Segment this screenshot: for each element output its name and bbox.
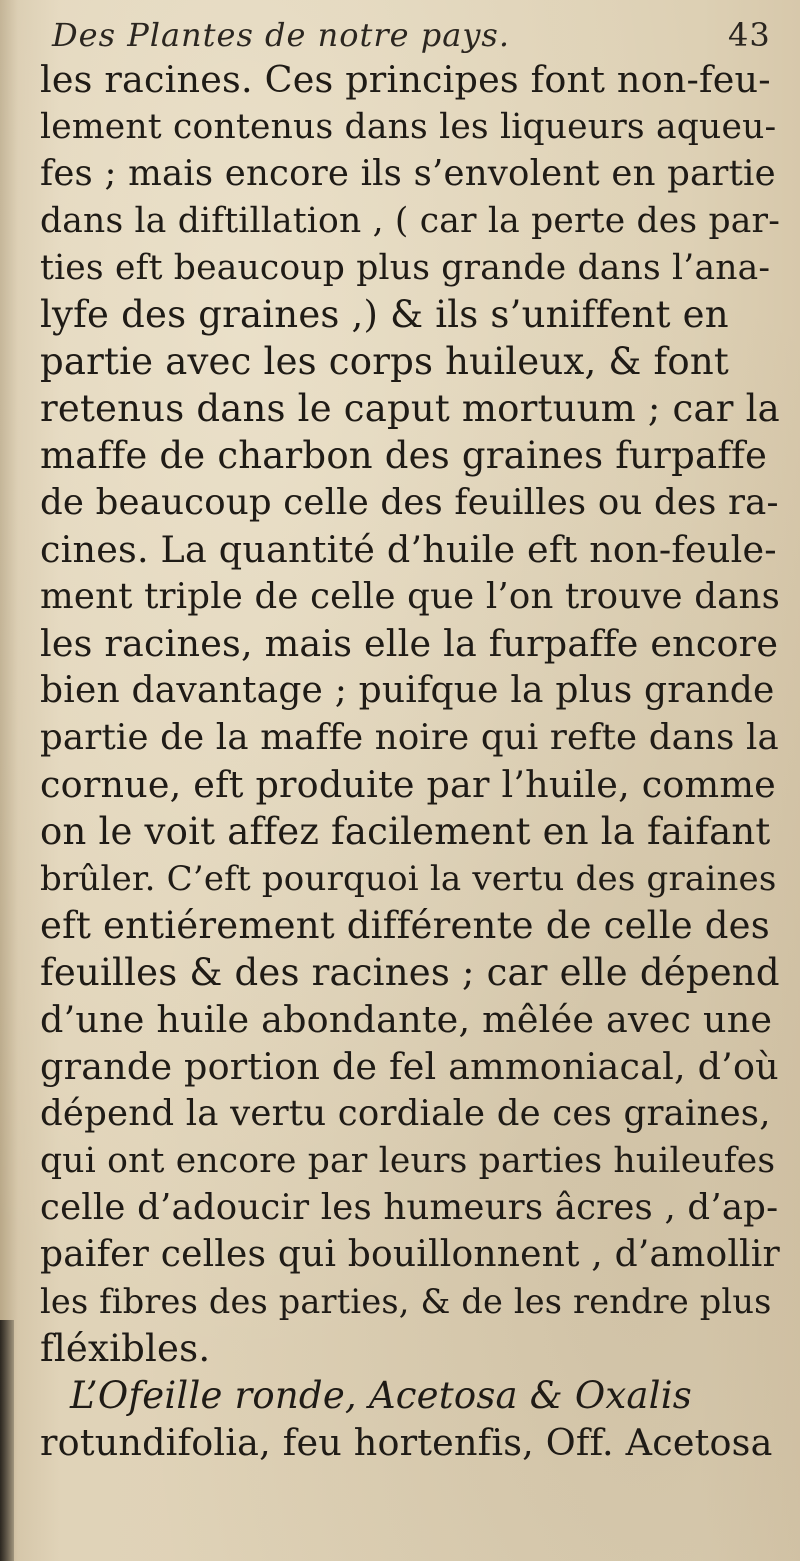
text-line: les fibres des parties, & de les rendre plus — [40, 1282, 772, 1321]
text-line: retenus dans le caput mortuum ; car la — [40, 387, 780, 430]
text-line: feuilles & des racines ; car elle dépend — [40, 951, 780, 994]
text-line: paifer celles qui bouillonnent , d’amollir — [40, 1234, 780, 1275]
text-line: partie de la maffe noire qui refte dans la — [40, 717, 779, 758]
text-line: on le voit affez facilement en la faifant — [40, 810, 771, 853]
text-line: maffe de charbon des graines furpaffe — [40, 434, 768, 477]
text-line: lement contenus dans les liqueurs aqueu- — [40, 107, 777, 147]
text-line: dans la diftillation , ( car la perte des par- — [40, 201, 781, 241]
text-line: fléxibles. — [40, 1327, 211, 1370]
text-line: qui ont encore par leurs parties huileufes — [40, 1141, 776, 1181]
text-line: cornue, eft produite par l’huile, comme — [40, 763, 776, 806]
text-line: brûler. C’eft pourquoi la vertu des graines — [40, 859, 777, 899]
page-number: 43 — [728, 16, 771, 54]
text-line: bien davantage ; puifque la plus grande — [40, 670, 775, 711]
text-line: lyfe des graines ,) & ils s’uniffent en — [40, 293, 729, 336]
text-line: ment triple de celle que l’on trouve dans — [40, 576, 780, 617]
text-line: les racines, mais elle la furpaffe encore — [40, 622, 779, 665]
text-line: celle d’adoucir les humeurs âcres , d’ap- — [40, 1187, 779, 1228]
plant-entry-synonyms: rotundifolia, feu hortenfis, Off. Acetosa — [40, 1421, 773, 1464]
text-line: grande portion de fel ammoniacal, d’où — [40, 1045, 779, 1088]
text-line: eft entiérement différente de celle des — [40, 904, 770, 947]
text-line: fes ; mais encore ils s’envolent en partie — [40, 153, 776, 194]
text-line: de beaucoup celle des feuilles ou des ra- — [40, 482, 779, 523]
text-line: cines. La quantité d’huile eft non-feule- — [40, 528, 777, 571]
plant-entry-heading: L’Ofeille ronde, Acetosa & Oxalis — [70, 1374, 692, 1417]
text-line: d’une huile abondante, mêlée avec une — [40, 998, 773, 1041]
text-line: partie avec les corps huileux, & font — [40, 340, 729, 383]
text-line: dépend la vertu cordiale de ces graines, — [40, 1093, 771, 1134]
running-title: Des Plantes de notre pays. — [52, 16, 510, 54]
text-line: les racines. Ces principes font non-feu- — [40, 58, 771, 101]
text-line: ties eft beaucoup plus grande dans l’ana- — [40, 248, 771, 288]
